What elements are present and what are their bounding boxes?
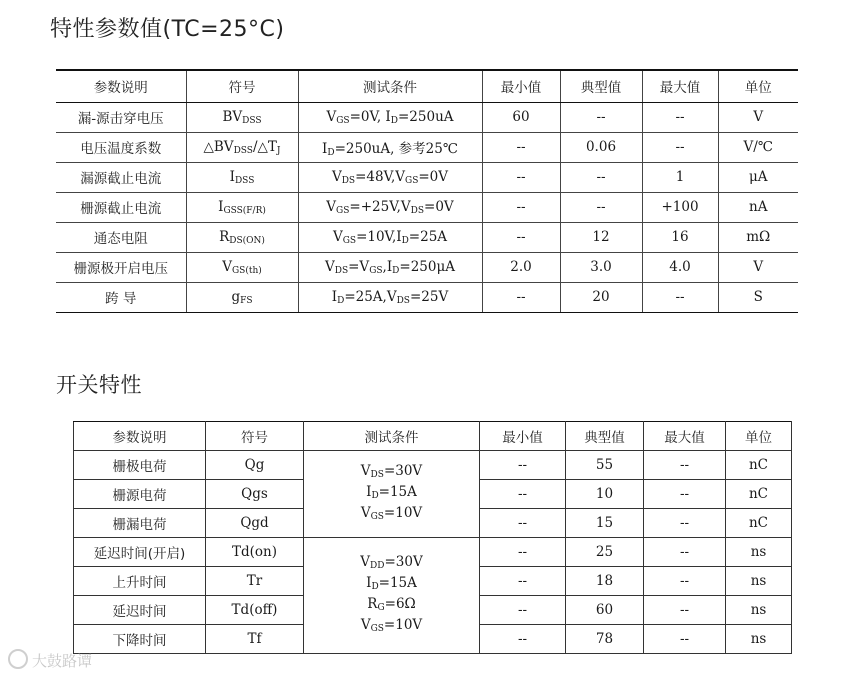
min-value: -- [480,538,566,567]
unit: nC [726,451,792,480]
table-row [56,102,798,132]
max-value: +100 [642,192,718,222]
test-condition: $V_{GS}=+25V,V_{DS}=0V$ [298,192,482,222]
test-condition-group: $V_{DD}=30V$ $I_D=15A$ $R_G=6\Omega$ $V_{GS}=10V$ [304,538,480,654]
table-row [56,282,798,312]
param-name: 漏-源击穿电压 [56,102,186,132]
min-value: -- [482,192,560,222]
header-typ: 典型值 [560,70,642,102]
characteristics-table [56,69,798,313]
param-symbol: Qgs [206,480,304,509]
min-value: 2.0 [482,252,560,282]
unit: nC [726,480,792,509]
param-symbol: $I_{GSS(F/R)}$ [186,192,298,222]
min-value: -- [480,480,566,509]
test-condition: $V_{GS}=10V,I_D=25A$ [298,222,482,252]
max-value: -- [644,509,726,538]
test-condition: $V_{DS}=V_{GS},I_D=250\mu A$ [298,252,482,282]
typ-value: 18 [566,567,644,596]
typ-value: -- [560,102,642,132]
param-name: 栅源电荷 [74,480,206,509]
min-value: 60 [482,102,560,132]
param-name: 跨 导 [56,282,186,312]
table-header-row [74,422,792,451]
min-value: -- [480,567,566,596]
unit: mΩ [718,222,798,252]
param-name: 延迟时间 [74,596,206,625]
max-value: -- [644,538,726,567]
header-condition: 测试条件 [298,70,482,102]
unit: V/℃ [718,132,798,162]
max-value: -- [642,102,718,132]
unit: ns [726,538,792,567]
test-condition: $V_{GS}=0V$, $I_D=250uA$ [298,102,482,132]
table-row [56,252,798,282]
max-value: -- [644,596,726,625]
max-value: 16 [642,222,718,252]
watermark [8,649,92,671]
section-title-switching: 开关特性 [56,373,142,397]
unit: V [718,252,798,282]
min-value: -- [480,451,566,480]
typ-value: -- [560,192,642,222]
param-symbol: $g_{FS}$ [186,282,298,312]
max-value: -- [642,282,718,312]
param-symbol: $V_{GS(th)}$ [186,252,298,282]
header-max: 最大值 [644,422,726,451]
header-symbol: 符号 [206,422,304,451]
unit: ns [726,596,792,625]
typ-value: 15 [566,509,644,538]
param-symbol: Qg [206,451,304,480]
header-param: 参数说明 [56,70,186,102]
param-name: 上升时间 [74,567,206,596]
param-name: 栅漏电荷 [74,509,206,538]
param-name: 漏源截止电流 [56,162,186,192]
param-symbol: Td(on) [206,538,304,567]
typ-value: 55 [566,451,644,480]
header-typ: 典型值 [566,422,644,451]
param-symbol: Tf [206,625,304,654]
table-row [74,538,792,567]
header-unit: 单位 [726,422,792,451]
header-unit: 单位 [718,70,798,102]
section-title-characteristics: 特性参数值(TC=25°C) [50,17,285,42]
typ-value: 20 [560,282,642,312]
table-row [56,192,798,222]
table-row [56,222,798,252]
switching-table [73,421,792,654]
table-header-row [56,70,798,102]
typ-value: 0.06 [560,132,642,162]
header-max: 最大值 [642,70,718,102]
test-condition: $V_{DS}=48V,V_{GS}=0V$ [298,162,482,192]
min-value: -- [482,162,560,192]
typ-value: 78 [566,625,644,654]
typ-value: -- [560,162,642,192]
min-value: -- [480,509,566,538]
test-condition: $I_D=250uA$, 参考25℃ [298,132,482,162]
watermark-text: 大鼓路谭 [32,652,93,670]
test-condition: $I_D=25A,V_{DS}=25V$ [298,282,482,312]
param-name: 下降时间 [74,625,206,654]
max-value: -- [642,132,718,162]
min-value: -- [482,222,560,252]
param-symbol: Td(off) [206,596,304,625]
param-name: 栅源截止电流 [56,192,186,222]
typ-value: 10 [566,480,644,509]
param-symbol: $R_{DS(ON)}$ [186,222,298,252]
header-min: 最小值 [480,422,566,451]
max-value: -- [644,625,726,654]
max-value: 1 [642,162,718,192]
param-symbol: Tr [206,567,304,596]
unit: nA [718,192,798,222]
table-row [74,451,792,480]
param-name: 栅极电荷 [74,451,206,480]
unit: μA [718,162,798,192]
typ-value: 60 [566,596,644,625]
table-row [56,132,798,162]
typ-value: 25 [566,538,644,567]
param-symbol: $\triangle BV_{DSS}/\triangle T_J$ [186,132,298,162]
max-value: -- [644,567,726,596]
table-row [56,162,798,192]
param-name: 电压温度系数 [56,132,186,162]
param-name: 栅源极开启电压 [56,252,186,282]
header-param: 参数说明 [74,422,206,451]
param-symbol: Qgd [206,509,304,538]
unit: ns [726,625,792,654]
max-value: 4.0 [642,252,718,282]
header-condition: 测试条件 [304,422,480,451]
param-symbol: $BV_{DSS}$ [186,102,298,132]
param-name: 通态电阻 [56,222,186,252]
min-value: -- [480,596,566,625]
min-value: -- [482,132,560,162]
param-name: 延迟时间(开启) [74,538,206,567]
unit: nC [726,509,792,538]
max-value: -- [644,451,726,480]
typ-value: 12 [560,222,642,252]
header-symbol: 符号 [186,70,298,102]
watermark-logo-icon [8,649,28,669]
unit: V [718,102,798,132]
min-value: -- [482,282,560,312]
header-min: 最小值 [482,70,560,102]
max-value: -- [644,480,726,509]
min-value: -- [480,625,566,654]
typ-value: 3.0 [560,252,642,282]
unit: S [718,282,798,312]
test-condition-group: $V_{DS}=30V$ $I_D=15A$ $V_{GS}=10V$ [304,451,480,538]
unit: ns [726,567,792,596]
param-symbol: $I_{DSS}$ [186,162,298,192]
